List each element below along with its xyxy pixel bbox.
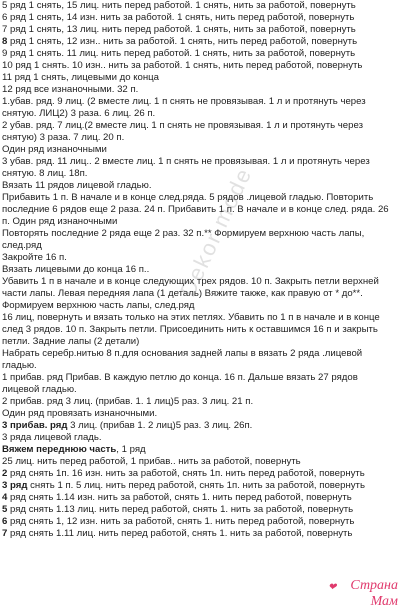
row-number-bold: Вяжем переднюю часть <box>2 444 117 455</box>
text-line <box>2 420 396 432</box>
line-text: 11 ряд 1 снять, лицевыми до конца <box>2 72 159 83</box>
line-text: ряд снять 1п. 16 изн. нить за работой, снять 1п. нить перед работой, повернуть <box>7 468 365 479</box>
line-text: снятую. ЛИЦ2) 3 раза. 6 лиц. 26 п. <box>2 108 156 119</box>
row-number-bold: 6 <box>2 516 8 527</box>
line-text: 3 убав. ряд. 11 лиц.. 2 вместе лиц. 1 п снять не провязывая. 1 л и протянуть через <box>2 156 370 167</box>
line-text: 12 ряд все изнаночными. 32 п. <box>2 84 139 95</box>
text-line <box>2 60 396 72</box>
text-line <box>2 252 396 264</box>
text-line <box>2 384 396 396</box>
line-text: Один ряд изнаночными <box>2 144 107 155</box>
line-text: 9 ряд 1 снять. 11 лиц. нить перед работой. 1 снять, нить за работой, повернуть <box>2 48 356 59</box>
text-line <box>2 276 396 288</box>
text-line <box>2 168 396 180</box>
text-line <box>2 408 396 420</box>
row-number-bold: 3 ряд <box>2 480 28 491</box>
row-number-bold: 4 <box>2 492 8 503</box>
text-line <box>2 264 396 276</box>
line-text: лицевой гладью. <box>2 384 77 395</box>
line-text: 16 лиц, повернуть и вязать только на этих петлях. Убавить по 1 п в начале и в конце <box>2 312 380 323</box>
text-line <box>2 444 396 456</box>
site-logo <box>328 578 398 609</box>
line-text: ряд снять 1.14 изн. нить за работой, снять 1. нить перед работой, повернуть <box>7 492 352 503</box>
line-text: ряд снять 1.13 лиц. нить перед работой, снять 1. нить за работой, повернуть <box>7 504 354 515</box>
text-line <box>2 84 396 96</box>
document-body <box>2 0 396 540</box>
text-line <box>2 192 396 204</box>
line-text: 25 лиц. нить перед работой, 1 прибав.. нить за работой, повернуть <box>2 456 301 467</box>
line-text: ряд снять 1, 12 изн. нить за работой, снять 1. нить перед работой, повернуть <box>7 516 355 527</box>
text-line <box>2 324 396 336</box>
line-text: петли. Задние лапы (2 детали) <box>2 336 140 347</box>
text-line <box>2 468 396 480</box>
line-text: 3 лиц. (прибав 1. 2 лиц)5 раз. 3 лиц. 26п. <box>67 420 253 431</box>
text-line <box>2 492 396 504</box>
line-text: Повторять последние 2 ряда еще 2 раз. 32 п.** Формируем верхнюю часть лапы, <box>2 228 365 239</box>
line-text: гладью. <box>2 360 37 371</box>
text-line <box>2 240 396 252</box>
text-line <box>2 348 396 360</box>
line-text: п. Один ряд изнаночными <box>2 216 118 227</box>
text-line <box>2 456 396 468</box>
text-line <box>2 396 396 408</box>
text-line <box>2 72 396 84</box>
text-line <box>2 336 396 348</box>
text-line <box>2 120 396 132</box>
line-text: Прибавить 1 п. В начале и в конце след.ряда. 5 рядов .лицевой гладью. Повторить <box>2 192 374 203</box>
text-line <box>2 48 396 60</box>
row-number-bold: 8 <box>2 36 8 47</box>
line-text: 2 прибав. ряд 3 лиц. (прибав. 1. 1 лиц)5 раз. 3 лиц. 21 п. <box>2 396 254 407</box>
line-text: 1 прибав. ряд Прибав. В каждую петлю до конца. 16 п. Дальше вязать 27 рядов <box>2 372 358 383</box>
text-line <box>2 180 396 192</box>
line-text: снятую) 3 раза. 7 лиц. 20 п. <box>2 132 125 143</box>
text-line <box>2 12 396 24</box>
text-line <box>2 132 396 144</box>
line-text: снятую. 8 лиц. 18п. <box>2 168 88 179</box>
heart-icon: ❤ <box>328 582 337 593</box>
logo-text: Страна Мам <box>350 578 398 609</box>
text-line <box>2 480 396 492</box>
line-text: ряд 1 снять, 12 изн.. нить за работой. 1 снять, нить перед работой, повернуть <box>7 36 358 47</box>
text-line <box>2 0 396 12</box>
text-line <box>2 516 396 528</box>
line-text: 2 убав. ряд. 7 лиц.(2 вместе лиц. 1 п снять не провязывая. 1 л и протянуть через <box>2 120 363 131</box>
line-text: Набрать серебр.нитью 8 п.для основания задней лапы в вязать 2 ряда .лицевой <box>2 348 363 359</box>
text-line <box>2 108 396 120</box>
line-text: Один ряд провязать изнаночными. <box>2 408 158 419</box>
row-number-bold: 7 <box>2 528 8 539</box>
text-line <box>2 24 396 36</box>
text-line <box>2 432 396 444</box>
line-text: , 1 ряд <box>116 444 146 455</box>
line-text: след.ряд <box>2 240 42 251</box>
text-line <box>2 144 396 156</box>
line-text: след 3 рядов. 10 п. Закрыть петли. Присоединить нить к оставшимся 16 п и закрыть <box>2 324 378 335</box>
text-line <box>2 288 396 300</box>
line-text: ряд снять 1.11 лиц. нить перед работой, снять 1. нить за работой, повернуть <box>7 528 353 539</box>
line-text: снять 1 п. 5 лиц. нить перед работой, снять 1п. нить за работой, повернуть <box>27 480 365 491</box>
text-line <box>2 36 396 48</box>
text-line <box>2 216 396 228</box>
line-text: 1.убав. ряд. 9 лиц. (2 вместе лиц. 1 п снять не провязывая. 1 л и протянуть через <box>2 96 366 107</box>
line-text: Вязать 11 рядов лицевой гладью. <box>2 180 152 191</box>
text-line <box>2 204 396 216</box>
text-line <box>2 312 396 324</box>
text-line <box>2 372 396 384</box>
line-text: 6 ряд 1 снять, 14 изн. нить за работой. 1 снять, нить перед работой, повернуть <box>2 12 355 23</box>
line-text: Вязать лицевыми до конца 16 п.. <box>2 264 150 275</box>
line-text: 5 ряд 1 снять, 15 лиц. нить перед работой. 1 снять, нить за работой, повернуть <box>2 0 356 11</box>
line-text: части лапы. Левая передняя лапа (1 деталь) Вяжите также, как правую от * до**. <box>2 288 363 299</box>
row-number-bold: 2 <box>2 468 8 479</box>
text-line <box>2 528 396 540</box>
row-number-bold: 3 прибав. ряд <box>2 420 68 431</box>
line-text: Убавить 1 п в начале и в конце следующих трех рядов. 10 п. Закрыть петли верхней <box>2 276 379 287</box>
watermark-text: Dekor mode <box>175 163 257 301</box>
line-text: 3 ряда лицевой гладь. <box>2 432 102 443</box>
row-number-bold: 5 <box>2 504 8 515</box>
text-line <box>2 504 396 516</box>
text-line <box>2 96 396 108</box>
line-text: Закройте 16 п. <box>2 252 67 263</box>
text-line <box>2 156 396 168</box>
line-text: 7 ряд 1 снять, 13 лиц. нить перед работой. 1 снять, нить за работой, повернуть <box>2 24 356 35</box>
text-line <box>2 228 396 240</box>
text-line <box>2 300 396 312</box>
line-text: 10 ряд 1 снять. 10 изн.. нить за работой. 1 снять, нить перед работой, повернуть <box>2 60 363 71</box>
line-text: последние 6 рядов еще 2 раза. 24 п. Прибавить 1 п. В начале и в конце след. ряда. 26 <box>2 204 389 215</box>
text-line <box>2 360 396 372</box>
line-text: Формируем верхнюю часть лапы, след.ряд <box>2 300 195 311</box>
